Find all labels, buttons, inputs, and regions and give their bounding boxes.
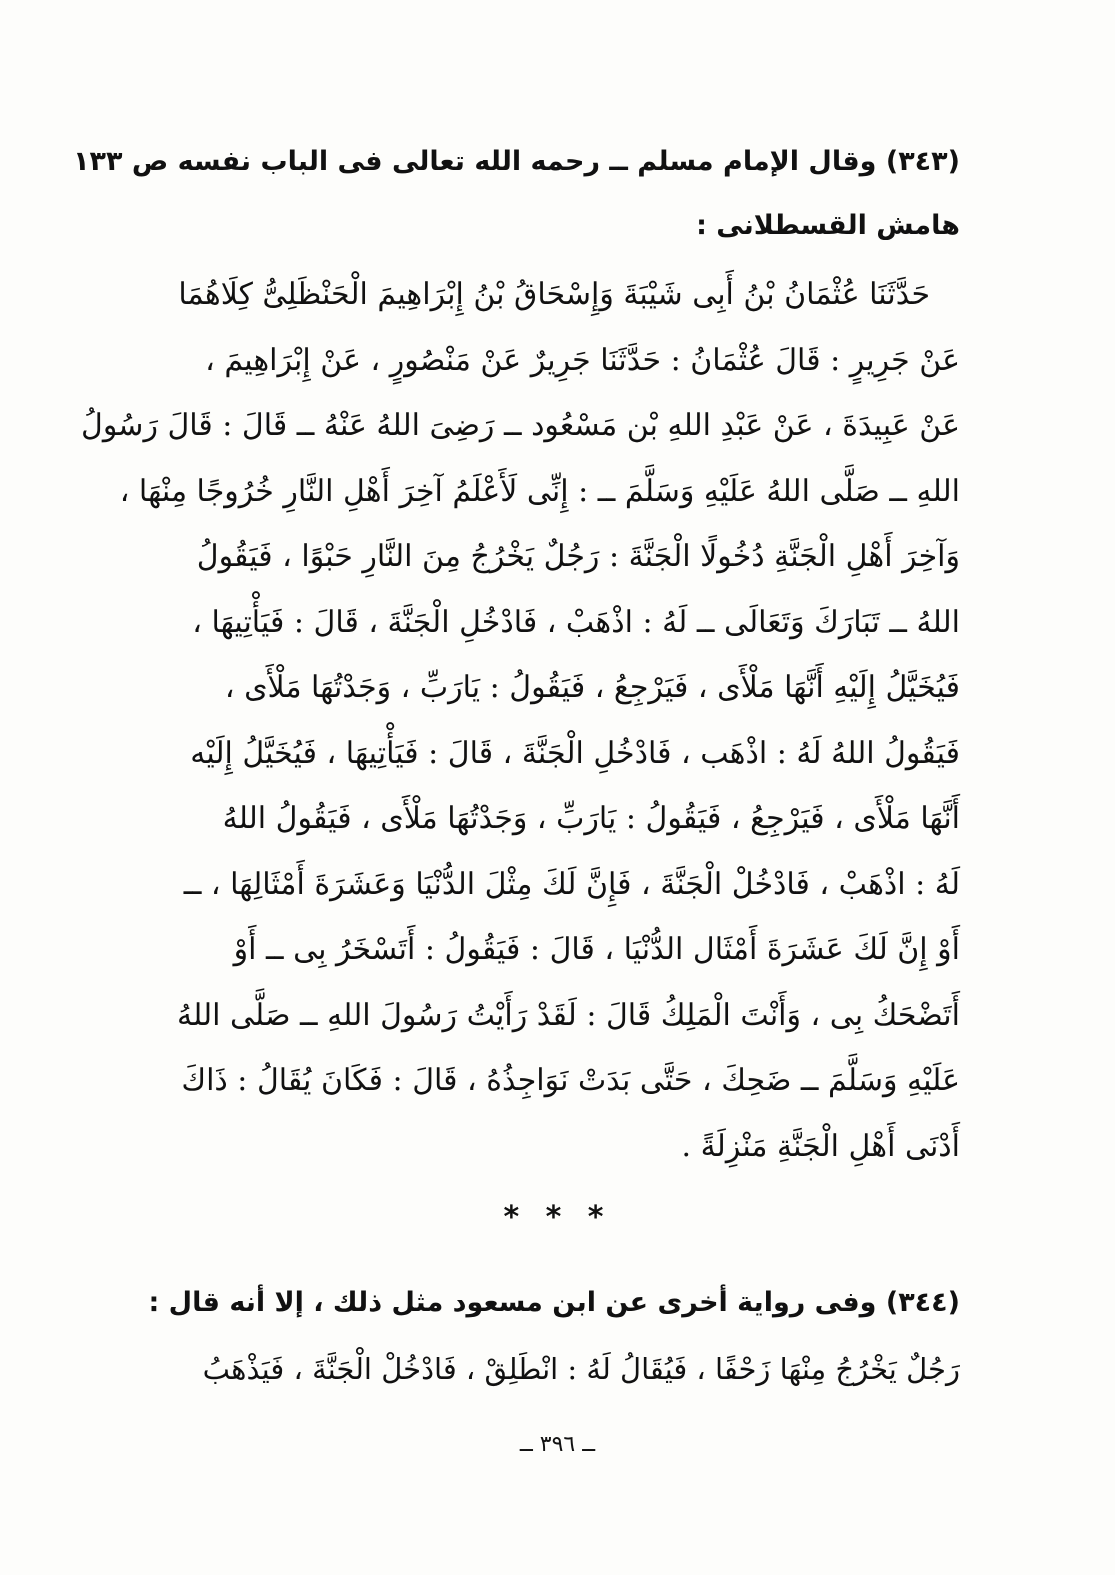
page-number: ــ ٣٩٦ ــ bbox=[519, 1432, 596, 1457]
hadith-line: رَجُلٌ يَخْرُجُ مِنْهَا زَحْفًا ، فَيُقَالُ لَهُ : انْطَلِقْ ، فَادْخُلْ الْجَنَّةَ ، فَيَذْهَبُ bbox=[202, 1352, 960, 1386]
hadith-line: اللهُ ــ تَبَارَكَ وَتَعَالَى ــ لَهُ : اذْهَبْ ، فَادْخُلِ الْجَنَّةَ ، قَالَ : فَيَأْتِيهَا ، bbox=[192, 604, 960, 640]
header-line: (٣٤٣) وقال الإمام مسلم ــ رحمه الله تعالى فى الباب نفسه ص ١٣٣ bbox=[73, 146, 960, 177]
hadith-343-text bbox=[81, 262, 960, 1179]
hadith-line: اللهِ ــ صَلَّى اللهُ عَلَيْهِ وَسَلَّمَ ــ : إِنِّى لَأَعْلَمُ آخِرَ أَهْلِ النَّارِ خُرُوجًا مِنْهَا ، bbox=[119, 473, 960, 509]
hadith-line: لَهُ : اذْهَبْ ، فَادْخُلْ الْجَنَّةَ ، فَإِنَّ لَكَ مِثْلَ الدُّنْيَا وَعَشَرَةَ أَمْثَالِهَا ، ــ bbox=[183, 866, 960, 902]
hadith-line: عَنْ عَبِيدَةَ ، عَنْ عَبْدِ اللهِ بْن مَسْعُود ــ رَضِىَ اللهُ عَنْهُ ــ قَالَ : قَالَ رَسُولُ bbox=[81, 408, 960, 443]
hadith-line: عَنْ جَرِيرٍ : قَالَ عُثْمَانُ : حَدَّثَنَا جَرِيرٌ عَنْ مَنْصُورٍ ، عَنْ إِبْرَاهِيمَ ، bbox=[205, 342, 960, 378]
section-separator: * * * bbox=[503, 1200, 612, 1235]
hadith-line: (٣٤٤) وفى رواية أخرى عن ابن مسعود مثل ذلك ، إلا أنه قال : bbox=[148, 1287, 960, 1318]
hadith-line: عَلَيْهِ وَسَلَّمَ ــ ضَحِكَ ، حَتَّى بَدَتْ نَوَاجِذُهُ ، قَالَ : فَكَانَ يُقَالُ : ذَاكَ bbox=[181, 1063, 960, 1098]
header-line: هامش القسطلانى : bbox=[696, 210, 960, 241]
hadith-line: أَوْ إِنَّ لَكَ عَشَرَةَ أَمْثَال الدُّنْيَا ، قَالَ : فَيَقُولُ : أَتَسْخَرُ بِى ــ أَوْ bbox=[233, 932, 960, 967]
hadith-line: أَتَضْحَكُ بِى ، وَأَنْتَ الْمَلِكُ قَالَ : لَقَدْ رَأَيْتُ رَسُولَ اللهِ ــ صَلَّى اللهُ bbox=[177, 997, 960, 1033]
hadith-line: وَآخِرَ أَهْلِ الْجَنَّةِ دُخُولًا الْجَنَّةَ : رَجُلٌ يَخْرُجُ مِنَ النَّارِ حَبْوًا ، فَيَقُولُ bbox=[196, 539, 960, 574]
hadith-line: أَنَّهَا مَلْأَى ، فَيَرْجِعُ ، فَيَقُولُ : يَارَبِّ ، وَجَدْتُهَا مَلْأَى ، فَيَقُولُ اللهُ bbox=[222, 801, 960, 836]
hadith-line: حَدَّثَنَا عُثْمَانُ بْنُ أَبِى شَيْبَةَ وَإِسْحَاقُ بْنُ إِبْرَاهِيمَ الْحَنْظَلِىُّ كِلَاهُمَا bbox=[178, 277, 930, 312]
hadith-343-header bbox=[73, 130, 960, 258]
hadith-line: فَيُخَيَّلُ إِلَيْهِ أَنَّهَا مَلْأَى ، فَيَرْجِعُ ، فَيَقُولُ : يَارَبِّ ، وَجَدْتُهَا مَلْأَى ، bbox=[224, 670, 960, 705]
hadith-344-text bbox=[130, 1270, 960, 1402]
hadith-line: فَيَقُولُ اللهُ لَهُ : اذْهَب ، فَادْخُلِ الْجَنَّةَ ، قَالَ : فَيَأْتِيهَا ، فَيُخَيَّلُ إِلَيْه bbox=[190, 735, 960, 771]
hadith-line: أَدْنَى أَهْلِ الْجَنَّةِ مَنْزِلَةً . bbox=[681, 1128, 960, 1164]
